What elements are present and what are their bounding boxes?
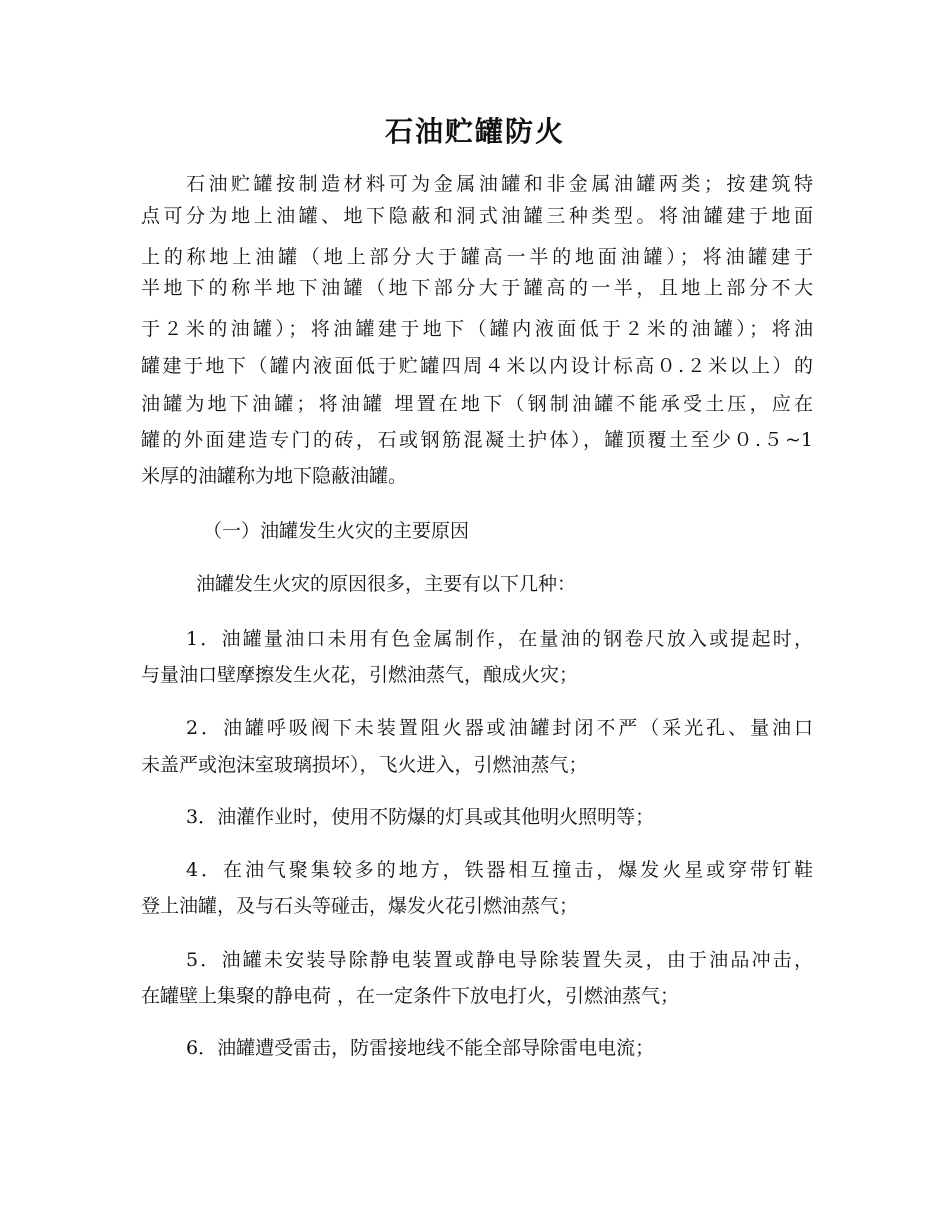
cause-4-line-1: 4．在油气聚集较多的地方，铁器相互撞击，爆发火星或穿带钉鞋: [186, 859, 813, 881]
cause-3-line-1: 3．油灌作业时，使用不防爆的灯具或其他明火照明等；: [186, 806, 655, 828]
cause-5-line-1: 5．油罐未安装导除静电装置或静电导除装置失灵，由于油品冲击，: [186, 949, 813, 971]
intro-line-4: 半地下的称半地下油罐（地下部分大于罐高的一半，且地上部分不大: [141, 277, 813, 299]
cause-5-line-2: 在罐壁上集聚的静电荷 ，在一定条件下放电打火，引燃油蒸气；: [141, 985, 680, 1007]
intro-line-5: 于２米的油罐）；将油罐建于地下（罐内液面低于２米的油罐）；将油: [141, 318, 813, 340]
cause-2-line-1: 2．油罐呼吸阀下未装置阻火器或油罐封闭不严（采光孔、量油口: [186, 717, 813, 739]
cause-4-line-2: 登上油罐，及与石头等碰击，爆发火花引燃油蒸气；: [141, 895, 579, 917]
section-heading: （一）油罐发生火灾的主要原因: [203, 520, 470, 542]
intro-line-9: 米厚的油罐称为地下隐蔽油罐。: [141, 465, 408, 487]
lead-sentence: 油罐发生火灾的原因很多，主要有以下几种：: [196, 573, 577, 595]
document-title: 石油贮罐防火: [384, 115, 565, 148]
intro-line-6: 罐建于地下（罐内液面低于贮罐四周４米以内设计标高０.２米以上）的: [141, 355, 813, 377]
cause-6-line-1: 6．油罐遭受雷击，防雷接地线不能全部导除雷电电流；: [186, 1037, 655, 1059]
cause-2-line-2: 未盖严或泡沫室玻璃损坏），飞火进入，引燃油蒸气；: [141, 754, 588, 776]
intro-line-2: 点可分为地上油罐、地下隐蔽和洞式油罐三种类型。将油罐建于地面: [141, 205, 813, 227]
cause-1-line-2: 与量油口壁摩擦发生火花，引燃油蒸气，酿成火灾；: [141, 664, 579, 686]
intro-line-7: 油罐为地下油罐；将油罐 埋置在地下（钢制油罐不能承受土压，应在: [141, 393, 813, 415]
intro-line-3: 上的称地上油罐（地上部分大于罐高一半的地面油罐）；将油罐建于: [141, 246, 813, 268]
intro-line-8: 罐的外面建造专门的砖，石或钢筋混凝土护体），罐顶覆土至少０.５~1: [141, 429, 813, 451]
cause-1-line-1: 1．油罐量油口未用有色金属制作，在量油的钢卷尺放入或提起时，: [186, 628, 813, 650]
intro-line-1: 石油贮罐按制造材料可为金属油罐和非金属油罐两类；按建筑特: [186, 173, 813, 195]
